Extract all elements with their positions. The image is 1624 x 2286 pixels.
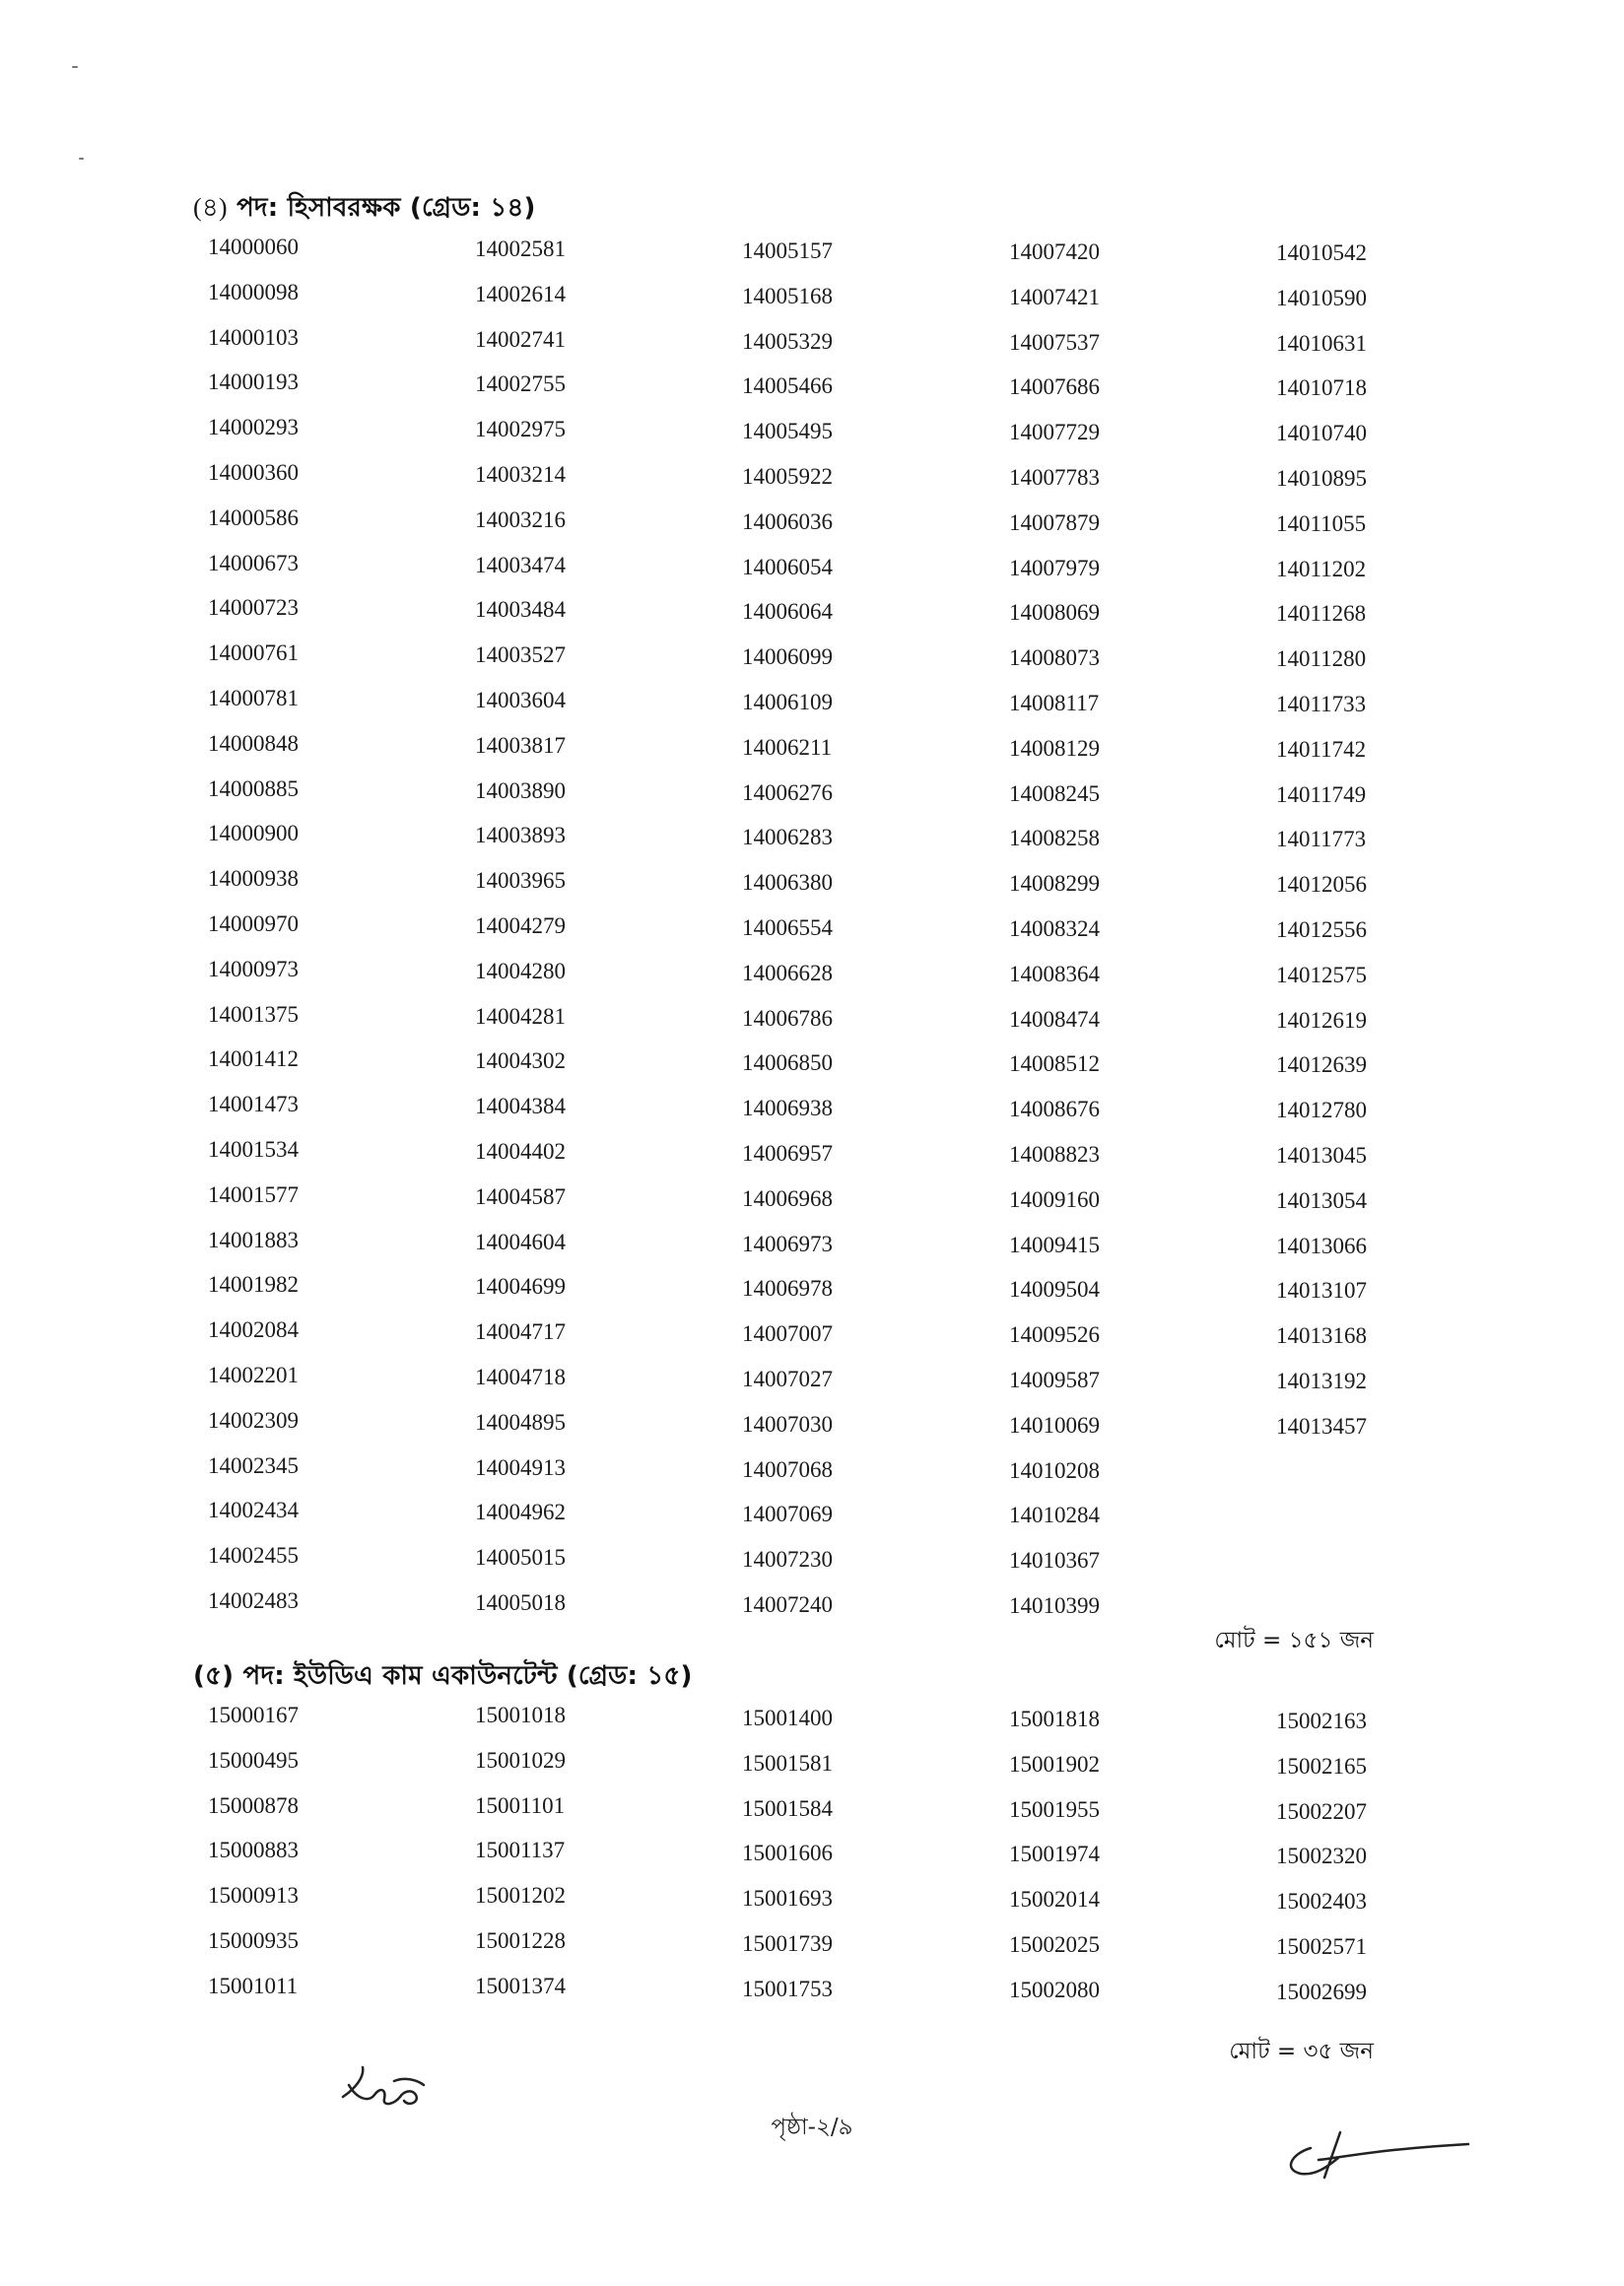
roll-number: 15001137 (475, 1838, 566, 1863)
roll-number: 15001955 (1009, 1796, 1100, 1822)
roll-number: 14008258 (1009, 826, 1100, 851)
roll-number: 14006786 (742, 1005, 833, 1031)
roll-number: 15002080 (1009, 1977, 1100, 2002)
roll-number: 14009526 (1009, 1322, 1100, 1348)
roll-number: 14003890 (475, 777, 566, 803)
roll-number: 14007420 (1009, 239, 1100, 264)
roll-number: 14013192 (1276, 1368, 1367, 1393)
roll-number: 14010895 (1276, 465, 1367, 491)
roll-number: 14002483 (208, 1587, 299, 1613)
roll-number: 14003817 (475, 732, 566, 758)
roll-number: 14001412 (208, 1046, 299, 1072)
roll-number: 14001375 (208, 1001, 299, 1027)
roll-number: 14007068 (742, 1456, 833, 1482)
roll-number: 15000167 (208, 1703, 299, 1727)
roll-number: 14006211 (742, 734, 833, 760)
roll-number: 14006628 (742, 960, 833, 985)
roll-number: 14007729 (1009, 420, 1100, 445)
roll-number: 14000761 (208, 640, 299, 666)
roll-number: 14008676 (1009, 1097, 1100, 1122)
roll-number: 14008474 (1009, 1006, 1100, 1032)
section-number: (৪) (193, 193, 228, 222)
roll-number: 14009504 (1009, 1277, 1100, 1303)
roll-number: 14000673 (208, 550, 299, 575)
roll-number: 14000060 (208, 235, 299, 259)
roll-number: 14010740 (1276, 421, 1367, 446)
roll-number: 14011280 (1276, 646, 1367, 672)
roll-number: 14010208 (1009, 1457, 1100, 1483)
roll-number: 14005018 (475, 1589, 566, 1615)
roll-number: 14004280 (475, 958, 566, 983)
roll-number: 15001029 (475, 1747, 566, 1773)
roll-column (475, 225, 742, 1629)
roll-number: 14012056 (1276, 872, 1367, 898)
roll-column (208, 1693, 475, 2015)
roll-number: 15001011 (208, 1973, 299, 1998)
roll-number: 14000103 (208, 324, 299, 350)
roll-number: 14007027 (742, 1366, 833, 1391)
roll-number: 14000098 (208, 279, 299, 304)
roll-number: 14010590 (1276, 285, 1367, 310)
roll-number: 14013045 (1276, 1142, 1367, 1168)
section-total: মোট = ৩৫ জন (1229, 2039, 1374, 2064)
roll-number: 14011773 (1276, 827, 1367, 852)
roll-number: 14008299 (1009, 871, 1100, 897)
roll-number: 15001818 (1009, 1707, 1100, 1731)
roll-number: 15001228 (475, 1927, 566, 1953)
roll-number: 14007007 (742, 1321, 833, 1347)
roll-number: 14000293 (208, 415, 299, 440)
roll-number: 14003604 (475, 687, 566, 712)
roll-number: 15002014 (1009, 1887, 1100, 1913)
roll-number: 14005466 (742, 373, 833, 399)
roll-number: 14001577 (208, 1181, 299, 1207)
roll-number: 15001693 (742, 1886, 833, 1912)
roll-number: 14004718 (475, 1364, 566, 1389)
roll-number: 14009415 (1009, 1232, 1100, 1257)
roll-number: 14013457 (1276, 1413, 1367, 1439)
roll-number: 14002975 (475, 417, 566, 442)
roll-number: 14008512 (1009, 1051, 1100, 1077)
roll-number: 14004587 (475, 1183, 566, 1209)
roll-number: 15002163 (1276, 1709, 1367, 1733)
roll-column (1276, 225, 1543, 1629)
roll-number: 14010718 (1276, 375, 1367, 401)
roll-number: 14011749 (1276, 781, 1367, 807)
roll-number: 15001400 (742, 1706, 833, 1730)
roll-number: 15000935 (208, 1927, 299, 1953)
roll-number: 14007230 (742, 1547, 833, 1573)
roll-number: 14006054 (742, 554, 833, 579)
roll-number: 14008073 (1009, 645, 1100, 671)
roll-number: 15001374 (475, 1973, 566, 1998)
page-number: পৃষ্ঠা-২/৯ (771, 2115, 853, 2140)
roll-number: 14011268 (1276, 601, 1367, 627)
roll-number: 14000970 (208, 910, 299, 936)
roll-number: 14000900 (208, 821, 299, 846)
roll-number: 15001584 (742, 1795, 833, 1821)
roll-number: 14003216 (475, 506, 566, 532)
roll-number: 14008129 (1009, 735, 1100, 761)
roll-number: 14003965 (475, 868, 566, 894)
roll-number: 14011055 (1276, 510, 1367, 536)
roll-number: 14006978 (742, 1276, 833, 1302)
roll-column (1276, 1693, 1543, 2015)
roll-number: 14006957 (742, 1140, 833, 1166)
roll-number: 14007030 (742, 1411, 833, 1437)
roll-number: 14004895 (475, 1409, 566, 1435)
section-heading-uda-accountant: (৫) পদ: ইউডিএ কাম একাউনটেন্ট (গ্রেড: ১৫) (193, 1661, 693, 1691)
roll-number: 14002755 (475, 371, 566, 397)
roll-number: 14010069 (1009, 1412, 1100, 1438)
roll-number: 14003214 (475, 461, 566, 487)
roll-number: 14004604 (475, 1229, 566, 1254)
roll-number: 14004402 (475, 1138, 566, 1164)
roll-number: 14004279 (475, 912, 566, 938)
roll-number: 14012619 (1276, 1007, 1367, 1033)
roll-number: 15002571 (1276, 1933, 1367, 1959)
roll-number: 14005922 (742, 463, 833, 489)
roll-number: 14001473 (208, 1092, 299, 1117)
scan-speck (72, 66, 78, 68)
roll-number: 14010399 (1009, 1592, 1100, 1618)
scan-speck (79, 158, 84, 160)
roll-number: 14007979 (1009, 555, 1100, 580)
section-total: মোট = ১৫১ জন (1214, 1628, 1374, 1653)
roll-number: 14013066 (1276, 1233, 1367, 1258)
roll-number: 14009587 (1009, 1367, 1100, 1392)
roll-number-grid-accountant (208, 225, 1543, 1629)
roll-number: 15000495 (208, 1747, 299, 1773)
roll-number: 14007421 (1009, 284, 1100, 309)
roll-number-grid-uda-accountant (208, 1693, 1543, 2015)
roll-number: 14006099 (742, 644, 833, 670)
roll-number: 14002434 (208, 1498, 299, 1523)
roll-number: 14000973 (208, 956, 299, 981)
roll-number: 15001974 (1009, 1842, 1100, 1867)
roll-number: 14008364 (1009, 961, 1100, 986)
roll-number: 14006283 (742, 825, 833, 850)
roll-number: 14003484 (475, 597, 566, 623)
roll-number: 14011733 (1276, 691, 1367, 716)
roll-number: 14008069 (1009, 600, 1100, 626)
roll-number: 14012575 (1276, 962, 1367, 987)
roll-number: 14012639 (1276, 1052, 1367, 1078)
roll-number: 15001202 (475, 1883, 566, 1909)
roll-number: 14000360 (208, 459, 299, 485)
roll-number: 14000885 (208, 775, 299, 801)
roll-number: 14000781 (208, 685, 299, 710)
roll-number: 14010631 (1276, 330, 1367, 356)
roll-number: 15002025 (1009, 1931, 1100, 1957)
roll-number: 14008117 (1009, 690, 1100, 715)
roll-number: 14011742 (1276, 736, 1367, 762)
roll-number: 14007240 (742, 1591, 833, 1617)
roll-number: 14007537 (1009, 329, 1100, 355)
roll-number: 14003527 (475, 642, 566, 668)
roll-column (1009, 225, 1276, 1629)
roll-number: 14009160 (1009, 1186, 1100, 1212)
roll-number: 14006968 (742, 1185, 833, 1211)
roll-number: 15000883 (208, 1838, 299, 1863)
roll-number: 15002207 (1276, 1798, 1367, 1824)
roll-number: 14004717 (475, 1319, 566, 1345)
roll-number: 14000723 (208, 595, 299, 621)
roll-number: 14002309 (208, 1407, 299, 1433)
roll-number: 14006036 (742, 508, 833, 534)
roll-number: 14005015 (475, 1545, 566, 1571)
roll-number: 15001018 (475, 1703, 566, 1727)
roll-number: 14006850 (742, 1050, 833, 1076)
roll-number: 14007686 (1009, 374, 1100, 400)
roll-number: 14004962 (475, 1500, 566, 1525)
roll-number: 14012780 (1276, 1098, 1367, 1123)
roll-number: 14004913 (475, 1454, 566, 1480)
roll-number: 15001606 (742, 1841, 833, 1866)
roll-number: 14006938 (742, 1096, 833, 1121)
roll-number: 14006380 (742, 870, 833, 896)
roll-number: 14005168 (742, 283, 833, 308)
roll-number: 14000848 (208, 730, 299, 756)
roll-number: 14006276 (742, 779, 833, 805)
roll-number: 14011202 (1276, 556, 1367, 581)
roll-number: 14004384 (475, 1094, 566, 1119)
roll-number: 15000878 (208, 1792, 299, 1818)
roll-number: 14013107 (1276, 1278, 1367, 1304)
roll-number: 14008823 (1009, 1141, 1100, 1167)
roll-number: 15001101 (475, 1792, 566, 1818)
roll-number: 14001883 (208, 1227, 299, 1252)
roll-number: 14005157 (742, 238, 833, 263)
roll-number: 15001739 (742, 1930, 833, 1956)
roll-column (742, 1693, 1009, 2015)
roll-number: 15001753 (742, 1976, 833, 2001)
roll-column (208, 225, 475, 1629)
roll-number: 14000938 (208, 866, 299, 892)
roll-number: 14005329 (742, 328, 833, 354)
roll-number: 14006109 (742, 689, 833, 714)
roll-number: 14007783 (1009, 464, 1100, 490)
roll-number: 14008324 (1009, 915, 1100, 941)
roll-column (1009, 1693, 1276, 2015)
roll-number: 14008245 (1009, 780, 1100, 806)
roll-number: 14013054 (1276, 1187, 1367, 1213)
roll-number: 14000586 (208, 504, 299, 530)
roll-number: 14010284 (1009, 1503, 1100, 1528)
roll-number: 14007879 (1009, 509, 1100, 535)
roll-number: 15000913 (208, 1883, 299, 1909)
roll-number: 14003893 (475, 823, 566, 848)
roll-number: 14002084 (208, 1317, 299, 1343)
roll-number: 14005495 (742, 419, 833, 444)
roll-number: 14006554 (742, 914, 833, 940)
roll-number: 14004699 (475, 1274, 566, 1300)
roll-number: 14002345 (208, 1452, 299, 1478)
roll-number: 15002165 (1276, 1753, 1367, 1779)
roll-number: 14004302 (475, 1048, 566, 1074)
roll-number: 14010367 (1009, 1548, 1100, 1574)
roll-number: 14012556 (1276, 916, 1367, 942)
roll-number: 14001982 (208, 1272, 299, 1298)
roll-number: 15001581 (742, 1750, 833, 1776)
roll-number: 15002699 (1276, 1979, 1367, 2004)
roll-number: 14002581 (475, 236, 566, 261)
roll-number: 14002614 (475, 281, 566, 306)
roll-number: 14010542 (1276, 240, 1367, 265)
roll-number: 14000193 (208, 370, 299, 395)
roll-number: 14002741 (475, 326, 566, 352)
roll-number: 15002403 (1276, 1889, 1367, 1915)
roll-number: 15001902 (1009, 1751, 1100, 1777)
signature (1281, 2109, 1478, 2187)
roll-number: 14007069 (742, 1502, 833, 1527)
roll-number: 14013168 (1276, 1323, 1367, 1349)
roll-number: 14001534 (208, 1136, 299, 1162)
roll-number: 15002320 (1276, 1844, 1367, 1869)
roll-number: 14006973 (742, 1231, 833, 1256)
roll-column (742, 225, 1009, 1629)
section-title: পদ: হিসাবরক্ষক (গ্রেড: ১৪) (237, 193, 536, 223)
roll-number: 14006064 (742, 599, 833, 625)
roll-number: 14002201 (208, 1362, 299, 1387)
roll-number: 14003474 (475, 552, 566, 577)
roll-column (475, 1693, 742, 2015)
roll-number: 14002455 (208, 1543, 299, 1569)
roll-number: 14004281 (475, 1003, 566, 1029)
